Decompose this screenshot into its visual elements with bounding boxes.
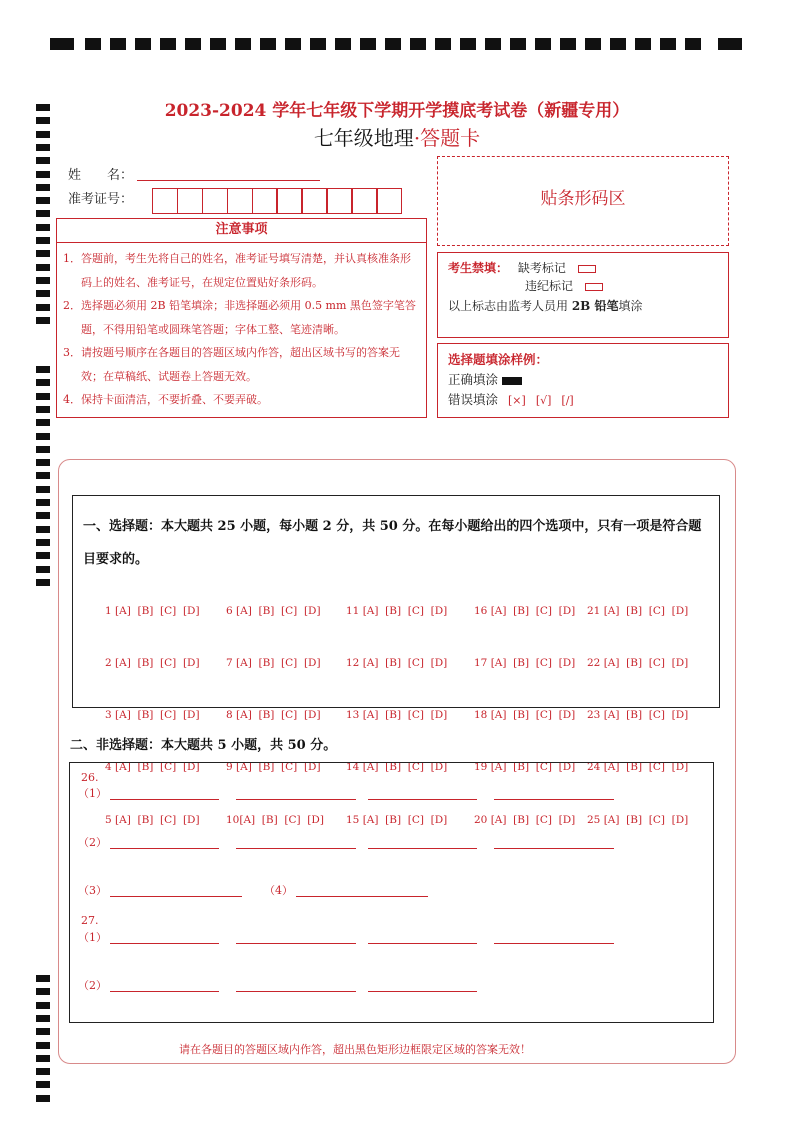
timing-mark (36, 171, 50, 178)
mc-row[interactable]: 9 [A] [B] [C] [D] (226, 761, 321, 774)
timing-mark (110, 38, 126, 50)
answer-line[interactable] (110, 991, 219, 992)
notice-item: 4．保持卡面清洁，不要折叠、不要弄破。 (63, 393, 268, 406)
mc-row[interactable]: 21 [A] [B] [C] [D] (587, 604, 689, 617)
timing-mark (36, 566, 50, 573)
answer-card-label: ·答题卡 (413, 126, 481, 150)
mc-row[interactable]: 8 [A] [B] [C] [D] (226, 709, 321, 722)
timing-mark (385, 38, 401, 50)
mc-row[interactable]: 25 [A] [B] [C] [D] (587, 813, 689, 826)
timing-mark (36, 433, 50, 440)
wrong-mark: [×] (508, 394, 526, 407)
timing-mark (36, 317, 50, 324)
answer-line[interactable] (368, 991, 477, 992)
name-field[interactable] (137, 180, 320, 181)
notice-list (57, 243, 426, 412)
timing-mark (510, 38, 526, 50)
free-response-title: 二、非选择题：本大题共 5 小题，共 50 分。 (70, 738, 337, 753)
notice-item: 3．请按题号顺序在各题目的答题区域内作答，超出区域书写的答案无效；在草稿纸、试题卷上答题无效。 (63, 346, 400, 383)
timing-mark (460, 38, 476, 50)
timing-mark (585, 38, 601, 50)
timing-mark (36, 975, 50, 982)
violation-mark-label: 违纪标记 (525, 279, 574, 293)
fill-sample-heading: 选择题填涂样例： (448, 352, 549, 367)
mc-row[interactable]: 14 [A] [B] [C] [D] (346, 761, 448, 774)
timing-mark (185, 38, 201, 50)
timing-mark (36, 304, 50, 311)
timing-mark (235, 38, 251, 50)
timing-mark (36, 539, 50, 546)
violation-mark-box[interactable] (585, 283, 603, 291)
timing-mark (36, 277, 50, 284)
timing-mark (36, 459, 50, 466)
examiner-only-box (437, 252, 729, 338)
timing-mark (36, 1095, 50, 1102)
examiner-note (448, 295, 718, 317)
id-digit-box[interactable] (152, 188, 178, 214)
answer-line[interactable] (236, 848, 356, 849)
id-digit-box[interactable] (376, 188, 402, 214)
correct-fill-label: 正确填涂 (448, 372, 499, 387)
timing-mark (50, 38, 74, 50)
timing-mark (410, 38, 426, 50)
answer-line[interactable] (494, 943, 614, 944)
id-digit-box[interactable] (227, 188, 253, 214)
timing-mark (36, 393, 50, 400)
answer-line[interactable] (368, 799, 477, 800)
question-27-number: 27. (81, 914, 99, 927)
mc-row[interactable]: 7 [A] [B] [C] [D] (226, 657, 321, 670)
id-digit-box[interactable] (252, 188, 278, 214)
mc-row[interactable]: 15 [A] [B] [C] [D] (346, 813, 448, 826)
timing-mark (36, 526, 50, 533)
timing-mark (36, 419, 50, 426)
timing-mark (36, 1002, 50, 1009)
timing-mark (36, 379, 50, 386)
mc-row[interactable]: 24 [A] [B] [C] [D] (587, 761, 689, 774)
timing-mark (36, 1015, 50, 1022)
part-label: （3） (78, 884, 107, 897)
timing-mark (36, 210, 50, 217)
mc-row[interactable]: 4 [A] [B] [C] [D] (105, 761, 200, 774)
timing-mark (260, 38, 276, 50)
notice-item: 1．答题前，考生先将自己的姓名，准考证号填写清楚，并认真核准条形码上的姓名、准考证号，在规定位置贴好条形码。 (63, 252, 411, 289)
timing-mark (560, 38, 576, 50)
mc-row[interactable]: 19 [A] [B] [C] [D] (474, 761, 576, 774)
exam-id-label: 准考证号： (68, 192, 134, 207)
timing-mark (285, 38, 301, 50)
timing-mark (36, 237, 50, 244)
mc-row[interactable]: 23 [A] [B] [C] [D] (587, 709, 689, 722)
answer-line[interactable] (110, 848, 219, 849)
timing-mark (36, 1028, 50, 1035)
wrong-mark: [√] (535, 394, 552, 407)
mc-row[interactable]: 18 [A] [B] [C] [D] (474, 709, 576, 722)
mc-row[interactable]: 3 [A] [B] [C] [D] (105, 709, 200, 722)
timing-mark (36, 1068, 50, 1075)
answer-line[interactable] (110, 943, 219, 944)
mc-row[interactable]: 22 [A] [B] [C] [D] (587, 657, 689, 670)
id-digit-box[interactable] (301, 188, 327, 214)
mc-row[interactable]: 6 [A] [B] [C] [D] (226, 604, 321, 617)
mc-row[interactable]: 13 [A] [B] [C] [D] (346, 709, 448, 722)
timing-mark (36, 290, 50, 297)
wrong-fill-label: 错误填涂 (448, 392, 499, 407)
answer-line[interactable] (236, 799, 356, 800)
footer-warning: 请在各题目的答题区域内作答，超出黑色矩形边框限定区域的答案无效！ (179, 1043, 531, 1056)
answer-line[interactable] (368, 848, 477, 849)
question-26-number: 26. (81, 771, 99, 784)
part-label: （2） (78, 979, 107, 992)
timing-mark (36, 988, 50, 995)
timing-mark (36, 579, 50, 586)
absent-mark-box[interactable] (578, 265, 596, 273)
timing-mark (36, 157, 50, 164)
timing-mark (36, 197, 50, 204)
notice-heading: 注意事项 (57, 219, 426, 243)
id-digit-box[interactable] (351, 188, 377, 214)
notice-box (56, 218, 427, 418)
examiner-only-heading: 考生禁填： (448, 261, 509, 275)
timing-mark (36, 552, 50, 559)
timing-mark (36, 512, 50, 519)
name-label: 姓 名： (68, 168, 134, 183)
timing-mark (36, 446, 50, 453)
timing-mark (310, 38, 326, 50)
timing-mark (685, 38, 701, 50)
timing-mark (36, 366, 50, 373)
card-subtitle (0, 122, 794, 151)
part-label: （2） (78, 836, 107, 849)
id-digit-box[interactable] (276, 188, 302, 214)
subject-name: 七年级地理 (313, 126, 414, 150)
part-label: （1） (78, 931, 107, 944)
timing-mark (635, 38, 651, 50)
mc-row[interactable]: 12 [A] [B] [C] [D] (346, 657, 448, 670)
wrong-mark: [/] (561, 394, 574, 407)
examiner-note-post: 填涂 (618, 299, 643, 313)
exam-title: 2023-2024 学年七年级下学期开学摸底考试卷（新疆专用） (164, 101, 630, 121)
timing-mark (36, 406, 50, 413)
part-label: （4） (264, 884, 293, 897)
id-digit-box[interactable] (177, 188, 203, 214)
timing-mark (660, 38, 676, 50)
absent-mark-label: 缺考标记 (517, 261, 566, 275)
mc-row[interactable]: 5 [A] [B] [C] [D] (105, 813, 200, 826)
timing-mark (36, 264, 50, 271)
id-digit-box[interactable] (326, 188, 352, 214)
mc-row[interactable]: 10[A] [B] [C] [D] (226, 813, 324, 826)
mc-row[interactable]: 2 [A] [B] [C] [D] (105, 657, 200, 670)
mc-section-title: 一、选择题：本大题共 25 小题，每小题 2 分，共 50 分。在每小题给出的四个选项中，只有一项是符合题目要求的。 (83, 519, 702, 567)
exam-id-boxes[interactable] (152, 188, 401, 214)
timing-mark (335, 38, 351, 50)
timing-mark (36, 1081, 50, 1088)
timing-mark (360, 38, 376, 50)
answer-line[interactable] (368, 943, 477, 944)
timing-mark (36, 184, 50, 191)
timing-mark (210, 38, 226, 50)
timing-mark (36, 472, 50, 479)
mc-row[interactable]: 17 [A] [B] [C] [D] (474, 657, 576, 670)
barcode-area: 贴条形码区 (437, 156, 729, 246)
timing-mark (36, 250, 50, 257)
answer-line[interactable] (296, 896, 428, 897)
id-digit-box[interactable] (202, 188, 228, 214)
timing-mark (135, 38, 151, 50)
top-timing-marks (50, 38, 745, 52)
timing-mark (535, 38, 551, 50)
notice-item: 2．选择题必须用 2B 铅笔填涂；非选择题必须用 0.5 mm 黑色签字笔答题，不得用铅笔或圆珠笔答题；字体工整、笔迹清晰。 (63, 299, 416, 336)
timing-mark (85, 38, 101, 50)
timing-mark (36, 224, 50, 231)
mc-row[interactable]: 1 [A] [B] [C] [D] (105, 604, 200, 617)
answer-line[interactable] (110, 896, 242, 897)
free-response-section (69, 762, 714, 1023)
answer-line[interactable] (494, 848, 614, 849)
timing-mark (610, 38, 626, 50)
answer-line[interactable] (494, 799, 614, 800)
mc-row[interactable]: 20 [A] [B] [C] [D] (474, 813, 576, 826)
mc-row[interactable]: 11 [A] [B] [C] [D] (346, 604, 448, 617)
timing-mark (435, 38, 451, 50)
part-label: （1） (78, 787, 107, 800)
answer-line[interactable] (236, 991, 356, 992)
examiner-note-bold: 2B 铅笔 (571, 299, 619, 313)
answer-line[interactable] (110, 799, 219, 800)
timing-mark (485, 38, 501, 50)
fill-sample-box (437, 343, 729, 418)
mc-row[interactable]: 16 [A] [B] [C] [D] (474, 604, 576, 617)
timing-mark (718, 38, 742, 50)
timing-mark (160, 38, 176, 50)
examiner-note-pre: 以上标志由监考人员用 (448, 299, 572, 313)
correct-fill-mark (502, 377, 522, 385)
answer-line[interactable] (236, 943, 356, 944)
timing-mark (36, 486, 50, 493)
timing-mark (36, 499, 50, 506)
